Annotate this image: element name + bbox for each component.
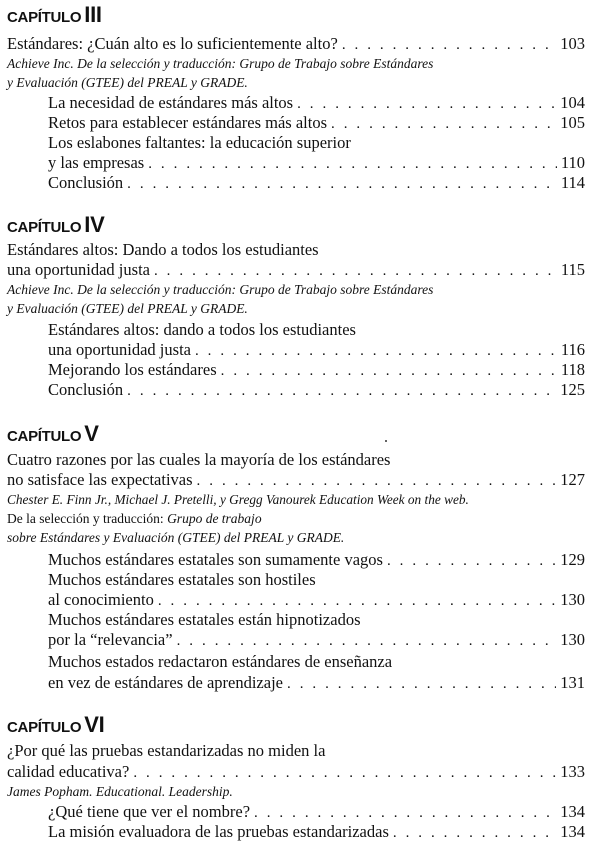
toc-entry-page: 129: [560, 550, 585, 569]
toc-entry-page: 131: [560, 673, 585, 692]
leader-dots: [254, 805, 556, 822]
credit-italic: Grupo de trabajo: [167, 511, 262, 526]
toc-subentry[interactable]: [48, 590, 585, 610]
toc-entry-title: Estándares: ¿Cuán alto es lo suficientemente alto?: [7, 34, 338, 53]
toc-entry-first-line: Estándares altos: Dando a todos los estudiantes: [7, 240, 319, 259]
toc-entry-page: 133: [560, 762, 585, 781]
source-credit: Chester E. Finn Jr., Michael J. Pretelli, y Gregg Vanourek Education Week on the web.: [7, 492, 469, 507]
toc-entry-title: Mejorando los estándares: [48, 360, 217, 379]
chapter-heading-iv: [7, 212, 104, 238]
toc-entry-page: 103: [560, 34, 585, 53]
toc-entry[interactable]: [7, 34, 585, 54]
toc-entry-title: por la “relevancia”: [48, 630, 173, 649]
toc-entry-page: 110: [560, 153, 585, 172]
leader-dots: [287, 676, 556, 693]
toc-entry-page: 118: [560, 360, 585, 379]
toc-entry-title: La misión evaluadora de las pruebas estandarizadas: [48, 822, 389, 841]
toc-subentry-first-line: Los eslabones faltantes: la educación superior: [48, 133, 351, 152]
toc-entry-first-line: Cuatro razones por las cuales la mayoría de los estándares: [7, 450, 391, 469]
leader-dots: [331, 116, 556, 133]
toc-subentry-first-line: Estándares altos: dando a todos los estudiantes: [48, 320, 356, 339]
leader-dots: [158, 593, 556, 610]
credit-plain: De la selección y traducción:: [7, 511, 164, 526]
toc-entry-page: 130: [560, 590, 585, 609]
toc-subentry[interactable]: [48, 822, 585, 842]
chapter-heading-v: [7, 421, 99, 447]
toc-entry[interactable]: [7, 762, 585, 782]
toc-subentry[interactable]: [48, 93, 585, 113]
source-credit: y Evaluación (GTEE) del PREAL y GRADE.: [7, 301, 248, 316]
toc-entry-title: no satisface las expectativas: [7, 470, 193, 489]
leader-dots: [148, 156, 557, 173]
toc-entry-title: Muchos estándares estatales son sumamente vagos: [48, 550, 383, 569]
toc-entry-page: 130: [560, 630, 585, 649]
toc-entry-title: en vez de estándares de aprendizaje: [48, 673, 283, 692]
toc-entry-page: 115: [560, 260, 585, 279]
toc-entry-page: 114: [560, 173, 585, 192]
toc-entry-page: 104: [560, 93, 585, 112]
leader-dots: [154, 263, 557, 280]
chapter-word: CAPÍTULO: [7, 9, 82, 26]
toc-entry-title: calidad educativa?: [7, 762, 130, 781]
toc-entry-title: Conclusión: [48, 173, 124, 192]
toc-subentry[interactable]: [48, 173, 585, 193]
chapter-heading-vi: [7, 712, 104, 738]
source-credit: Achieve Inc. De la selección y traducción: Grupo de Trabajo sobre Estándares: [7, 56, 434, 71]
toc-entry-title: al conocimiento: [48, 590, 154, 609]
toc-entry-title: La necesidad de estándares más altos: [48, 93, 294, 112]
toc-subentry[interactable]: [48, 550, 585, 570]
toc-entry-title: y las empresas: [48, 153, 145, 172]
leader-dots: [127, 383, 556, 400]
toc-subentry[interactable]: [48, 630, 585, 650]
toc-entry-title: una oportunidad justa: [48, 340, 191, 359]
source-credit: sobre Estándares y Evaluación (GTEE) del PREAL y GRADE.: [7, 530, 345, 545]
toc-entry[interactable]: [7, 260, 585, 280]
chapter-number: VI: [84, 712, 105, 737]
toc-entry-first-line: ¿Por qué las pruebas estandarizadas no miden la: [7, 741, 326, 760]
leader-dots: [393, 825, 556, 842]
leader-dots: [127, 176, 557, 193]
chapter-word: CAPÍTULO: [7, 219, 82, 236]
source-credit: James Popham. Educational. Leadership.: [7, 784, 233, 799]
toc-entry-page: 116: [560, 340, 585, 359]
toc-entry-title: Retos para establecer estándares más altos: [48, 113, 328, 132]
leader-dots: [133, 765, 556, 782]
toc-entry-title: una oportunidad justa: [7, 260, 150, 279]
chapter-number: III: [84, 2, 102, 27]
toc-entry[interactable]: [7, 470, 585, 490]
toc-subentry-first-line: Muchos estados redactaron estándares de enseñanza: [48, 652, 393, 671]
leader-dots: [195, 343, 557, 360]
toc-subentry[interactable]: [48, 673, 585, 693]
leader-dots: [221, 363, 557, 380]
source-credit: Achieve Inc. De la selección y traducción: Grupo de Trabajo sobre Estándares: [7, 282, 434, 297]
chapter-number: IV: [84, 212, 105, 237]
toc-entry-page: 125: [560, 380, 585, 399]
toc-entry-page: 134: [560, 822, 585, 841]
toc-subentry[interactable]: [48, 340, 585, 360]
toc-entry-title: ¿Qué tiene que ver el nombre?: [48, 802, 251, 821]
toc-entry-page: 134: [560, 802, 585, 821]
chapter-number: V: [84, 421, 99, 446]
toc-subentry-first-line: Muchos estándares estatales están hipnotizados: [48, 610, 361, 629]
print-speck: [385, 440, 387, 442]
chapter-word: CAPÍTULO: [7, 428, 82, 445]
toc-subentry[interactable]: [48, 360, 585, 380]
source-credit: y Evaluación (GTEE) del PREAL y GRADE.: [7, 75, 248, 90]
toc-subentry[interactable]: [48, 802, 585, 822]
toc-entry-page: 105: [560, 113, 585, 132]
leader-dots: [177, 633, 557, 650]
leader-dots: [387, 553, 556, 570]
toc-entry-page: 127: [560, 470, 585, 489]
source-credit: [7, 511, 262, 527]
leader-dots: [342, 37, 556, 54]
toc-subentry[interactable]: [48, 113, 585, 133]
chapter-word: CAPÍTULO: [7, 719, 82, 736]
toc-subentry[interactable]: [48, 380, 585, 400]
toc-subentry[interactable]: [48, 153, 585, 173]
leader-dots: [297, 96, 556, 113]
toc-subentry-first-line: Muchos estándares estatales son hostiles: [48, 570, 316, 589]
toc-entry-title: Conclusión: [48, 380, 124, 399]
chapter-heading-iii: [7, 2, 102, 28]
leader-dots: [197, 473, 557, 490]
